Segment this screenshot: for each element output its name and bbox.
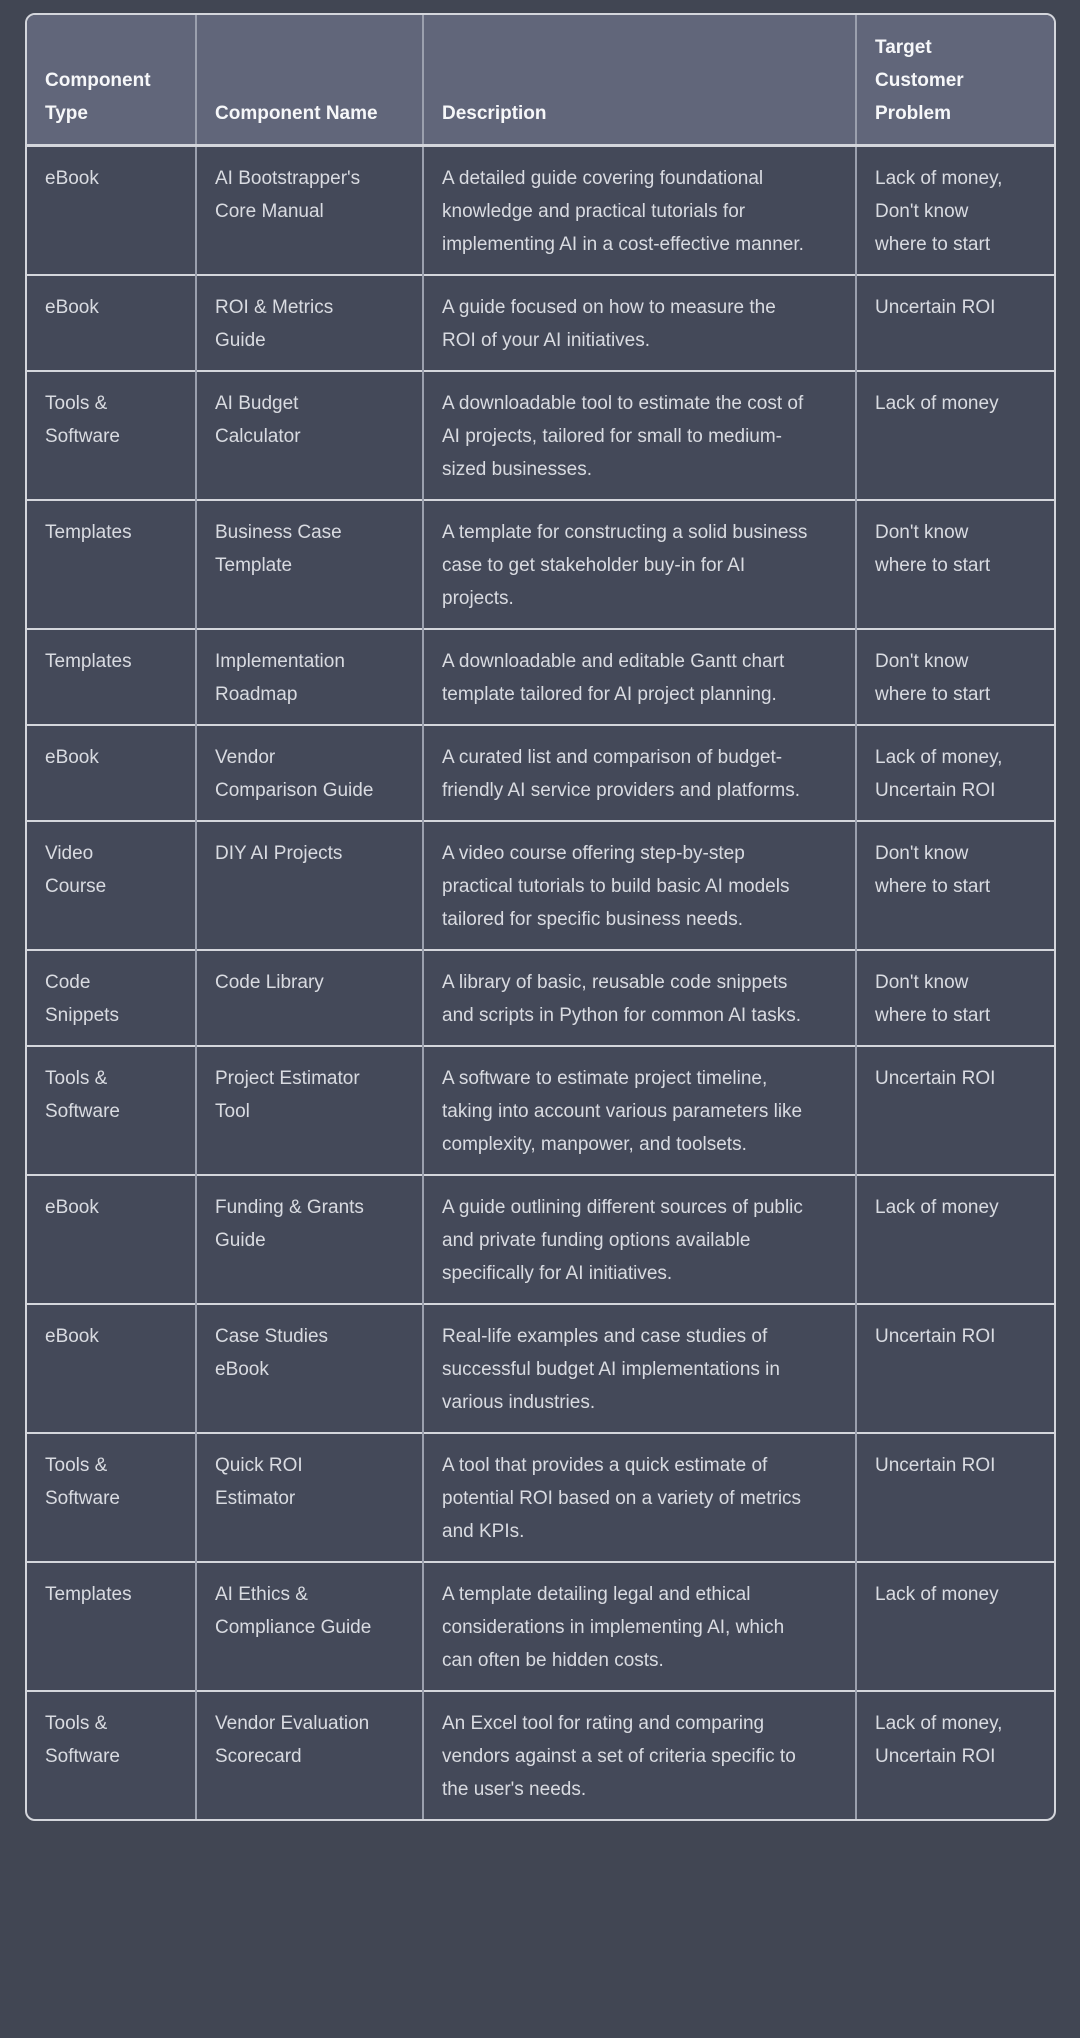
table-row: [27, 500, 1056, 629]
cell-description: [423, 275, 856, 371]
cell-type-text: Tools & Software: [45, 1068, 120, 1122]
cell-problem: [856, 146, 1056, 276]
cell-problem-text: Don't know where to start: [875, 843, 991, 897]
cell-name: [196, 1046, 423, 1175]
cell-name-text: Project Estimator Tool: [215, 1068, 360, 1122]
cell-type-text: eBook: [45, 747, 99, 768]
cell-problem: [856, 629, 1056, 725]
cell-name: [196, 1433, 423, 1562]
cell-description: [423, 821, 856, 950]
cell-problem-text: Uncertain ROI: [875, 1068, 996, 1089]
cell-type-text: Templates: [45, 522, 132, 543]
cell-type-text: Templates: [45, 1584, 132, 1605]
header-component-name: [196, 15, 423, 146]
cell-problem-text: Don't know where to start: [875, 651, 991, 705]
cell-name-text: Quick ROI Estimator: [215, 1455, 303, 1509]
cell-type: [27, 950, 196, 1046]
cell-type-text: Video Course: [45, 843, 107, 897]
cell-problem: [856, 725, 1056, 821]
cell-description: [423, 1304, 856, 1433]
table-row: [27, 146, 1056, 276]
cell-problem-text: Don't know where to start: [875, 972, 991, 1026]
cell-description-text: A detailed guide covering foundational knowledge and practical tutorials for implementing AI in a cost-effective manner.: [442, 168, 804, 255]
header-component-type-label: Component Type: [45, 70, 151, 124]
cell-name-text: Business Case Template: [215, 522, 342, 576]
cell-name-text: ROI & Metrics Guide: [215, 297, 334, 351]
cell-type-text: Tools & Software: [45, 393, 120, 447]
cell-problem: [856, 1175, 1056, 1304]
cell-problem: [856, 1691, 1056, 1819]
cell-type-text: Code Snippets: [45, 972, 119, 1026]
table-row: [27, 1433, 1056, 1562]
cell-description: [423, 500, 856, 629]
cell-problem: [856, 275, 1056, 371]
header-component-name-label: Component Name: [215, 103, 378, 124]
table-row: [27, 1562, 1056, 1691]
table-row: [27, 1691, 1056, 1819]
cell-description: [423, 725, 856, 821]
cell-name: [196, 1562, 423, 1691]
cell-name: [196, 725, 423, 821]
cell-problem: [856, 500, 1056, 629]
table-row: [27, 629, 1056, 725]
cell-problem-text: Lack of money: [875, 393, 999, 414]
cell-name-text: Vendor Comparison Guide: [215, 747, 374, 801]
table-row: [27, 371, 1056, 500]
cell-name: [196, 821, 423, 950]
cell-description-text: A downloadable and editable Gantt chart template tailored for AI project planning.: [442, 651, 785, 705]
cell-name: [196, 146, 423, 276]
cell-name: [196, 629, 423, 725]
cell-problem-text: Lack of money: [875, 1197, 999, 1218]
cell-name-text: AI Budget Calculator: [215, 393, 301, 447]
table-row: [27, 725, 1056, 821]
cell-problem-text: Lack of money, Uncertain ROI: [875, 1713, 1003, 1767]
cell-name-text: Funding & Grants Guide: [215, 1197, 364, 1251]
cell-name: [196, 275, 423, 371]
cell-problem-text: Lack of money: [875, 1584, 999, 1605]
cell-name: [196, 1175, 423, 1304]
table-row: [27, 275, 1056, 371]
cell-problem: [856, 1562, 1056, 1691]
cell-type-text: Tools & Software: [45, 1455, 120, 1509]
cell-description: [423, 950, 856, 1046]
components-table: [25, 13, 1056, 1821]
cell-description-text: A downloadable tool to estimate the cost of AI projects, tailored for small to medium-sized businesses.: [442, 393, 804, 480]
cell-name: [196, 1691, 423, 1819]
cell-type: [27, 1562, 196, 1691]
components-table-grid: [27, 15, 1056, 1819]
cell-description-text: A software to estimate project timeline, taking into account various parameters like complexity, manpower, and toolsets.: [442, 1068, 803, 1155]
cell-problem: [856, 1046, 1056, 1175]
cell-type: [27, 371, 196, 500]
cell-description: [423, 1433, 856, 1562]
cell-description: [423, 371, 856, 500]
table-row: [27, 1304, 1056, 1433]
table-row: [27, 1046, 1056, 1175]
cell-problem-text: Uncertain ROI: [875, 297, 996, 318]
cell-name-text: Code Library: [215, 972, 324, 993]
cell-problem: [856, 1433, 1056, 1562]
cell-type-text: eBook: [45, 168, 99, 189]
cell-type: [27, 500, 196, 629]
cell-description-text: A library of basic, reusable code snippets and scripts in Python for common AI tasks.: [442, 972, 802, 1026]
cell-name-text: AI Ethics & Compliance Guide: [215, 1584, 372, 1638]
cell-type-text: eBook: [45, 297, 99, 318]
cell-description: [423, 146, 856, 276]
cell-name: [196, 950, 423, 1046]
cell-type: [27, 275, 196, 371]
table-body: [27, 146, 1056, 1820]
cell-description-text: A template detailing legal and ethical considerations in implementing AI, which can often be hidden costs.: [442, 1584, 785, 1671]
header-target-customer-problem: [856, 15, 1056, 146]
cell-name-text: Case Studies eBook: [215, 1326, 329, 1380]
cell-description-text: A curated list and comparison of budget-friendly AI service providers and platforms.: [442, 747, 800, 801]
table-row: [27, 950, 1056, 1046]
cell-problem-text: Uncertain ROI: [875, 1455, 996, 1476]
cell-type: [27, 1304, 196, 1433]
cell-name: [196, 1304, 423, 1433]
cell-name-text: Vendor Evaluation Scorecard: [215, 1713, 370, 1767]
cell-name: [196, 371, 423, 500]
cell-type-text: Templates: [45, 651, 132, 672]
cell-description-text: Real-life examples and case studies of successful budget AI implementations in various industries.: [442, 1326, 780, 1413]
cell-name: [196, 500, 423, 629]
cell-description-text: A tool that provides a quick estimate of potential ROI based on a variety of metrics and KPIs.: [442, 1455, 802, 1542]
cell-problem: [856, 1304, 1056, 1433]
cell-type-text: Tools & Software: [45, 1713, 120, 1767]
cell-name-text: DIY AI Projects: [215, 843, 343, 864]
cell-description: [423, 629, 856, 725]
cell-problem-text: Don't know where to start: [875, 522, 991, 576]
cell-description-text: A video course offering step-by-step practical tutorials to build basic AI models tailored for specific business needs.: [442, 843, 790, 930]
cell-description: [423, 1562, 856, 1691]
cell-type-text: eBook: [45, 1197, 99, 1218]
header-description: [423, 15, 856, 146]
cell-problem-text: Lack of money, Uncertain ROI: [875, 747, 1003, 801]
cell-type: [27, 146, 196, 276]
cell-problem: [856, 371, 1056, 500]
cell-type: [27, 1175, 196, 1304]
cell-problem-text: Uncertain ROI: [875, 1326, 996, 1347]
cell-description-text: A guide focused on how to measure the ROI of your AI initiatives.: [442, 297, 776, 351]
cell-type-text: eBook: [45, 1326, 99, 1347]
cell-problem: [856, 950, 1056, 1046]
cell-problem-text: Lack of money, Don't know where to start: [875, 168, 1003, 255]
header-component-type: [27, 15, 196, 146]
cell-description-text: A template for constructing a solid business case to get stakeholder buy-in for AI projects.: [442, 522, 808, 609]
cell-name-text: Implementation Roadmap: [215, 651, 345, 705]
cell-problem: [856, 821, 1056, 950]
cell-type: [27, 1433, 196, 1562]
cell-description-text: An Excel tool for rating and comparing vendors against a set of criteria specific to the user's needs.: [442, 1713, 796, 1800]
header-target-customer-problem-label: Target Customer Problem: [875, 37, 964, 124]
header-row: [27, 15, 1056, 146]
cell-type: [27, 629, 196, 725]
cell-description: [423, 1175, 856, 1304]
cell-description: [423, 1046, 856, 1175]
cell-type: [27, 1046, 196, 1175]
cell-type: [27, 1691, 196, 1819]
cell-description: [423, 1691, 856, 1819]
table-header: [27, 15, 1056, 146]
table-row: [27, 1175, 1056, 1304]
cell-description-text: A guide outlining different sources of public and private funding options available specifically for AI initiatives.: [442, 1197, 803, 1284]
cell-type: [27, 725, 196, 821]
header-description-label: Description: [442, 103, 547, 124]
cell-type: [27, 821, 196, 950]
table-row: [27, 821, 1056, 950]
cell-name-text: AI Bootstrapper's Core Manual: [215, 168, 361, 222]
